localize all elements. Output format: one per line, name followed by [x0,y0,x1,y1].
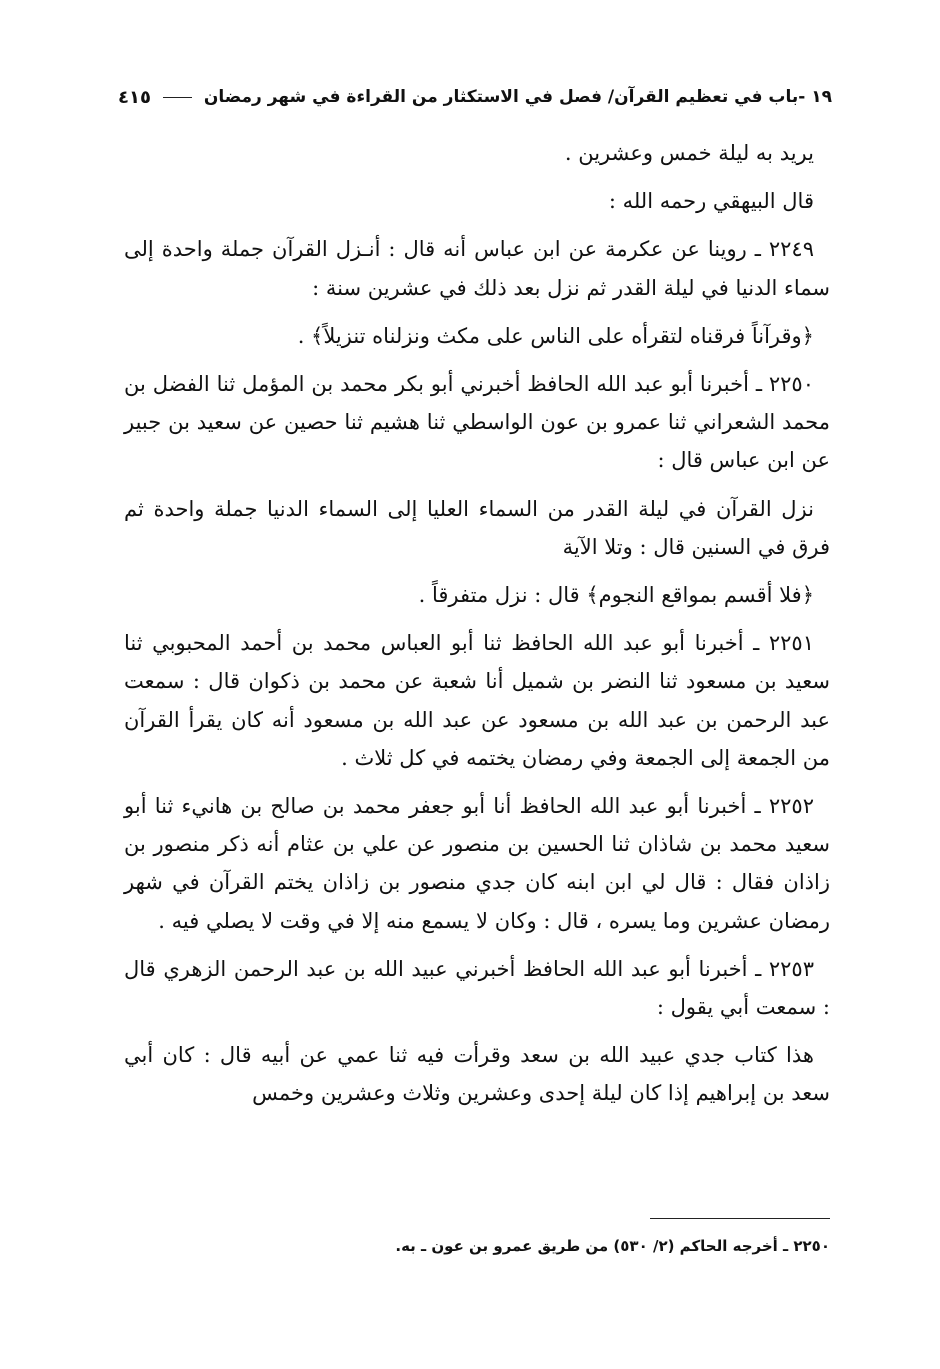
header-title: ١٩ -باب في تعظيم القرآن/ فصل في الاستكثار من القراءة في شهر رمضان [203,87,832,107]
paragraph-2253-text: هذا كتاب جدي عبيد الله بن سعد وقرأت فيه ثنا عمي عن أبيه قال : كان أبي سعد بن إبراهيم إذا كان ليلة إحدى وعشرين وثلاث وعشرين وخمس [124,1043,830,1106]
main-text [124,134,830,1113]
quran-quote-2: ﴿فلا أقسم بمواقع النجوم﴾ قال : نزل متفرقاً . [418,583,814,608]
page-number: ٤١٥ [118,86,151,108]
paragraph-2250: ٢٢٥٠ ـ أخبرنا أبو عبد الله الحافظ أخبرني أبو بكر محمد بن المؤمل ثنا الفضل بن محمد الشعراني ثنا عمرو بن عون الواسطي ثنا هشيم ثنا حصين عن سعيد بن جبير عن ابن عباس قال : [124,372,830,473]
quran-quote-1: ﴿وقرآناً فرقناه لتقرأه على الناس على مكث ونزلناه تنزيلاً﴾ . [297,323,814,348]
footnote: ٢٢٥٠ ـ أخرجه الحاكم (٢/ ٥٣٠) من طريق عمرو بن عون ـ به. [395,1237,830,1255]
paragraph-2252: ٢٢٥٢ ـ أخبرنا أبو عبد الله الحافظ أنا أبو جعفر محمد بن صالح بن هانيء ثنا أبو سعيد محمد بن شاذان ثنا الحسين بن منصور عن علي بن عثام أنه ذكر منصور بن زاذان فقال : قال لي ابن ابنه كان جدي منصور بن زاذان يختم القرآن في شهر رمضان عشرين وما يسره ، قال : وكان لا يسمع منه إلا في وقت لا يصلي فيه . [124,794,830,933]
paragraph-2249: ٢٢٤٩ ـ روينا عن عكرمة عن ابن عباس أنه قال : أنـزل القرآن جملة واحدة إلى سماء الدنيا في ليلة القدر ثم نزل بعد ذلك في عشرين سنة : [124,237,830,300]
running-header [118,82,832,112]
paragraph-2253: ٢٢٥٣ ـ أخبرنا أبو عبد الله الحافظ أخبرني عبيد الله بن عبد الرحمن الزهري قال : سمعت أبي يقول : [124,956,830,1020]
header-rule [163,97,192,98]
paragraph-continuation: يريد به ليلة خمس وعشرين . [564,141,814,165]
paragraph-2251: ٢٢٥١ ـ أخبرنا أبو عبد الله الحافظ ثنا أبو العباس محمد بن أحمد المحبوبي ثنا سعيد بن مسعود ثنا النضر بن شميل أنا شعبة عن محمد بن ذكوان قال : سمعت عبد الرحمن بن عبد الله بن مسعود عن عبد الله بن مسعود أنه كان يقرأ القرآن من الجمعة إلى الجمعة وفي رمضان يختمه في كل ثلاث . [124,631,830,770]
paragraph-author-note: قال البيهقي رحمه الله : [608,189,814,214]
paragraph-2250-text: نزل القرآن في ليلة القدر من السماء العليا إلى السماء الدنيا جملة واحدة ثم فرق في السنين قال : وتلا الآية [124,496,830,559]
footnote-rule [650,1218,830,1219]
